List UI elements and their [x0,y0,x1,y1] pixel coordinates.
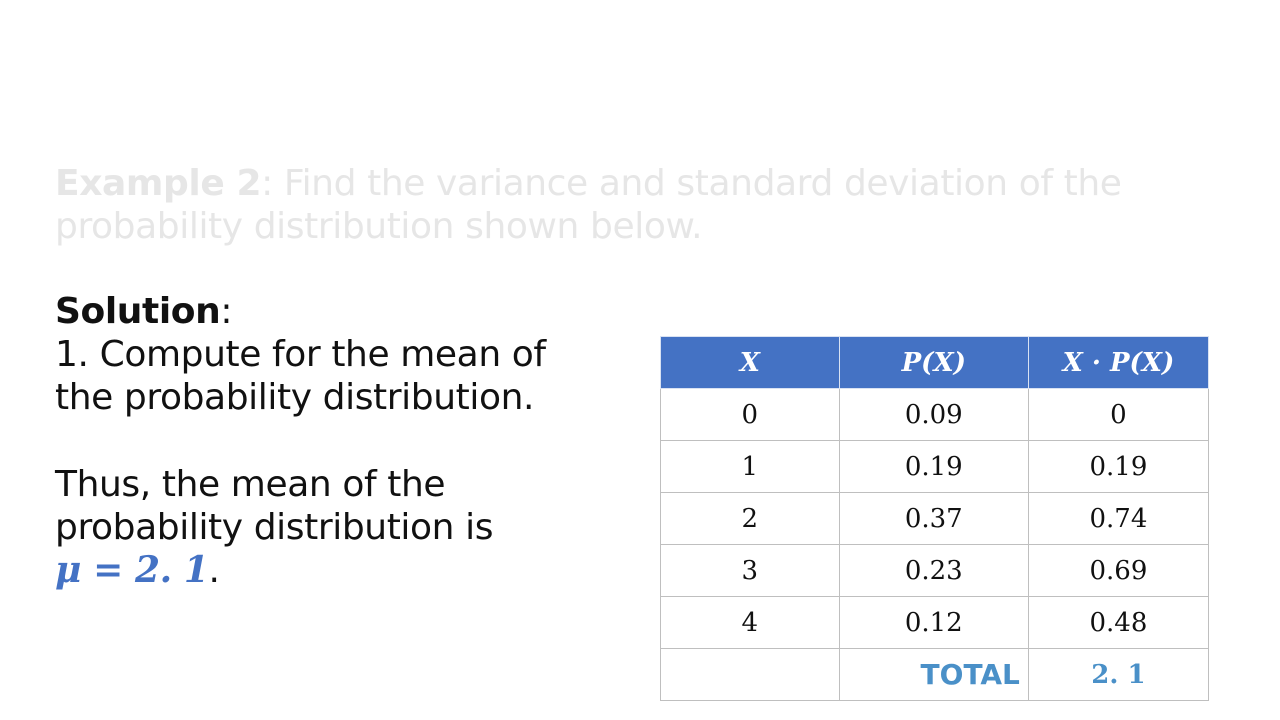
table-row [661,545,1209,597]
header-px: P(X) [839,337,1028,389]
cell-xpx: 0 [1028,389,1208,441]
probability-table [660,336,1209,701]
table-row [661,441,1209,493]
cell-x: 1 [661,441,840,493]
cell-x: 0 [661,389,840,441]
cell-px: 0.23 [839,545,1028,597]
table-row [661,389,1209,441]
cell-empty [661,649,840,701]
mean-value: μ = 2. 1 [55,549,209,591]
cell-x: 3 [661,545,840,597]
example-prompt [55,162,1215,248]
cell-x: 4 [661,597,840,649]
mean-result-line [55,549,615,592]
step1-line2: the probability distribution. [55,377,535,418]
header-xpx: X · P(X) [1028,337,1208,389]
table-header-row [661,337,1209,389]
cell-px: 0.12 [839,597,1028,649]
conclusion-line2: probability distribution is [55,507,494,548]
cell-xpx: 0.19 [1028,441,1208,493]
cell-xpx: 0.74 [1028,493,1208,545]
table-total-row [661,649,1209,701]
total-label: TOTAL [839,649,1028,701]
cell-xpx: 0.69 [1028,545,1208,597]
header-x: X [661,337,840,389]
table-row [661,493,1209,545]
step1-line1: 1. Compute for the mean of [55,334,546,375]
table-row [661,597,1209,649]
cell-x: 2 [661,493,840,545]
spacer [55,419,615,463]
example-text: : Find the variance and standard deviation of the probability distribution shown below. [55,163,1122,247]
mean-suffix: . [208,550,220,591]
example-label: Example 2 [55,163,262,204]
solution-heading-suffix: : [220,291,233,332]
cell-px: 0.37 [839,493,1028,545]
solution-block [55,290,615,592]
cell-px: 0.19 [839,441,1028,493]
solution-heading: Solution [55,291,221,332]
conclusion-line1: Thus, the mean of the [55,464,446,505]
cell-px: 0.09 [839,389,1028,441]
total-value: 2. 1 [1028,649,1208,701]
cell-xpx: 0.48 [1028,597,1208,649]
solution-heading-line [55,290,615,333]
